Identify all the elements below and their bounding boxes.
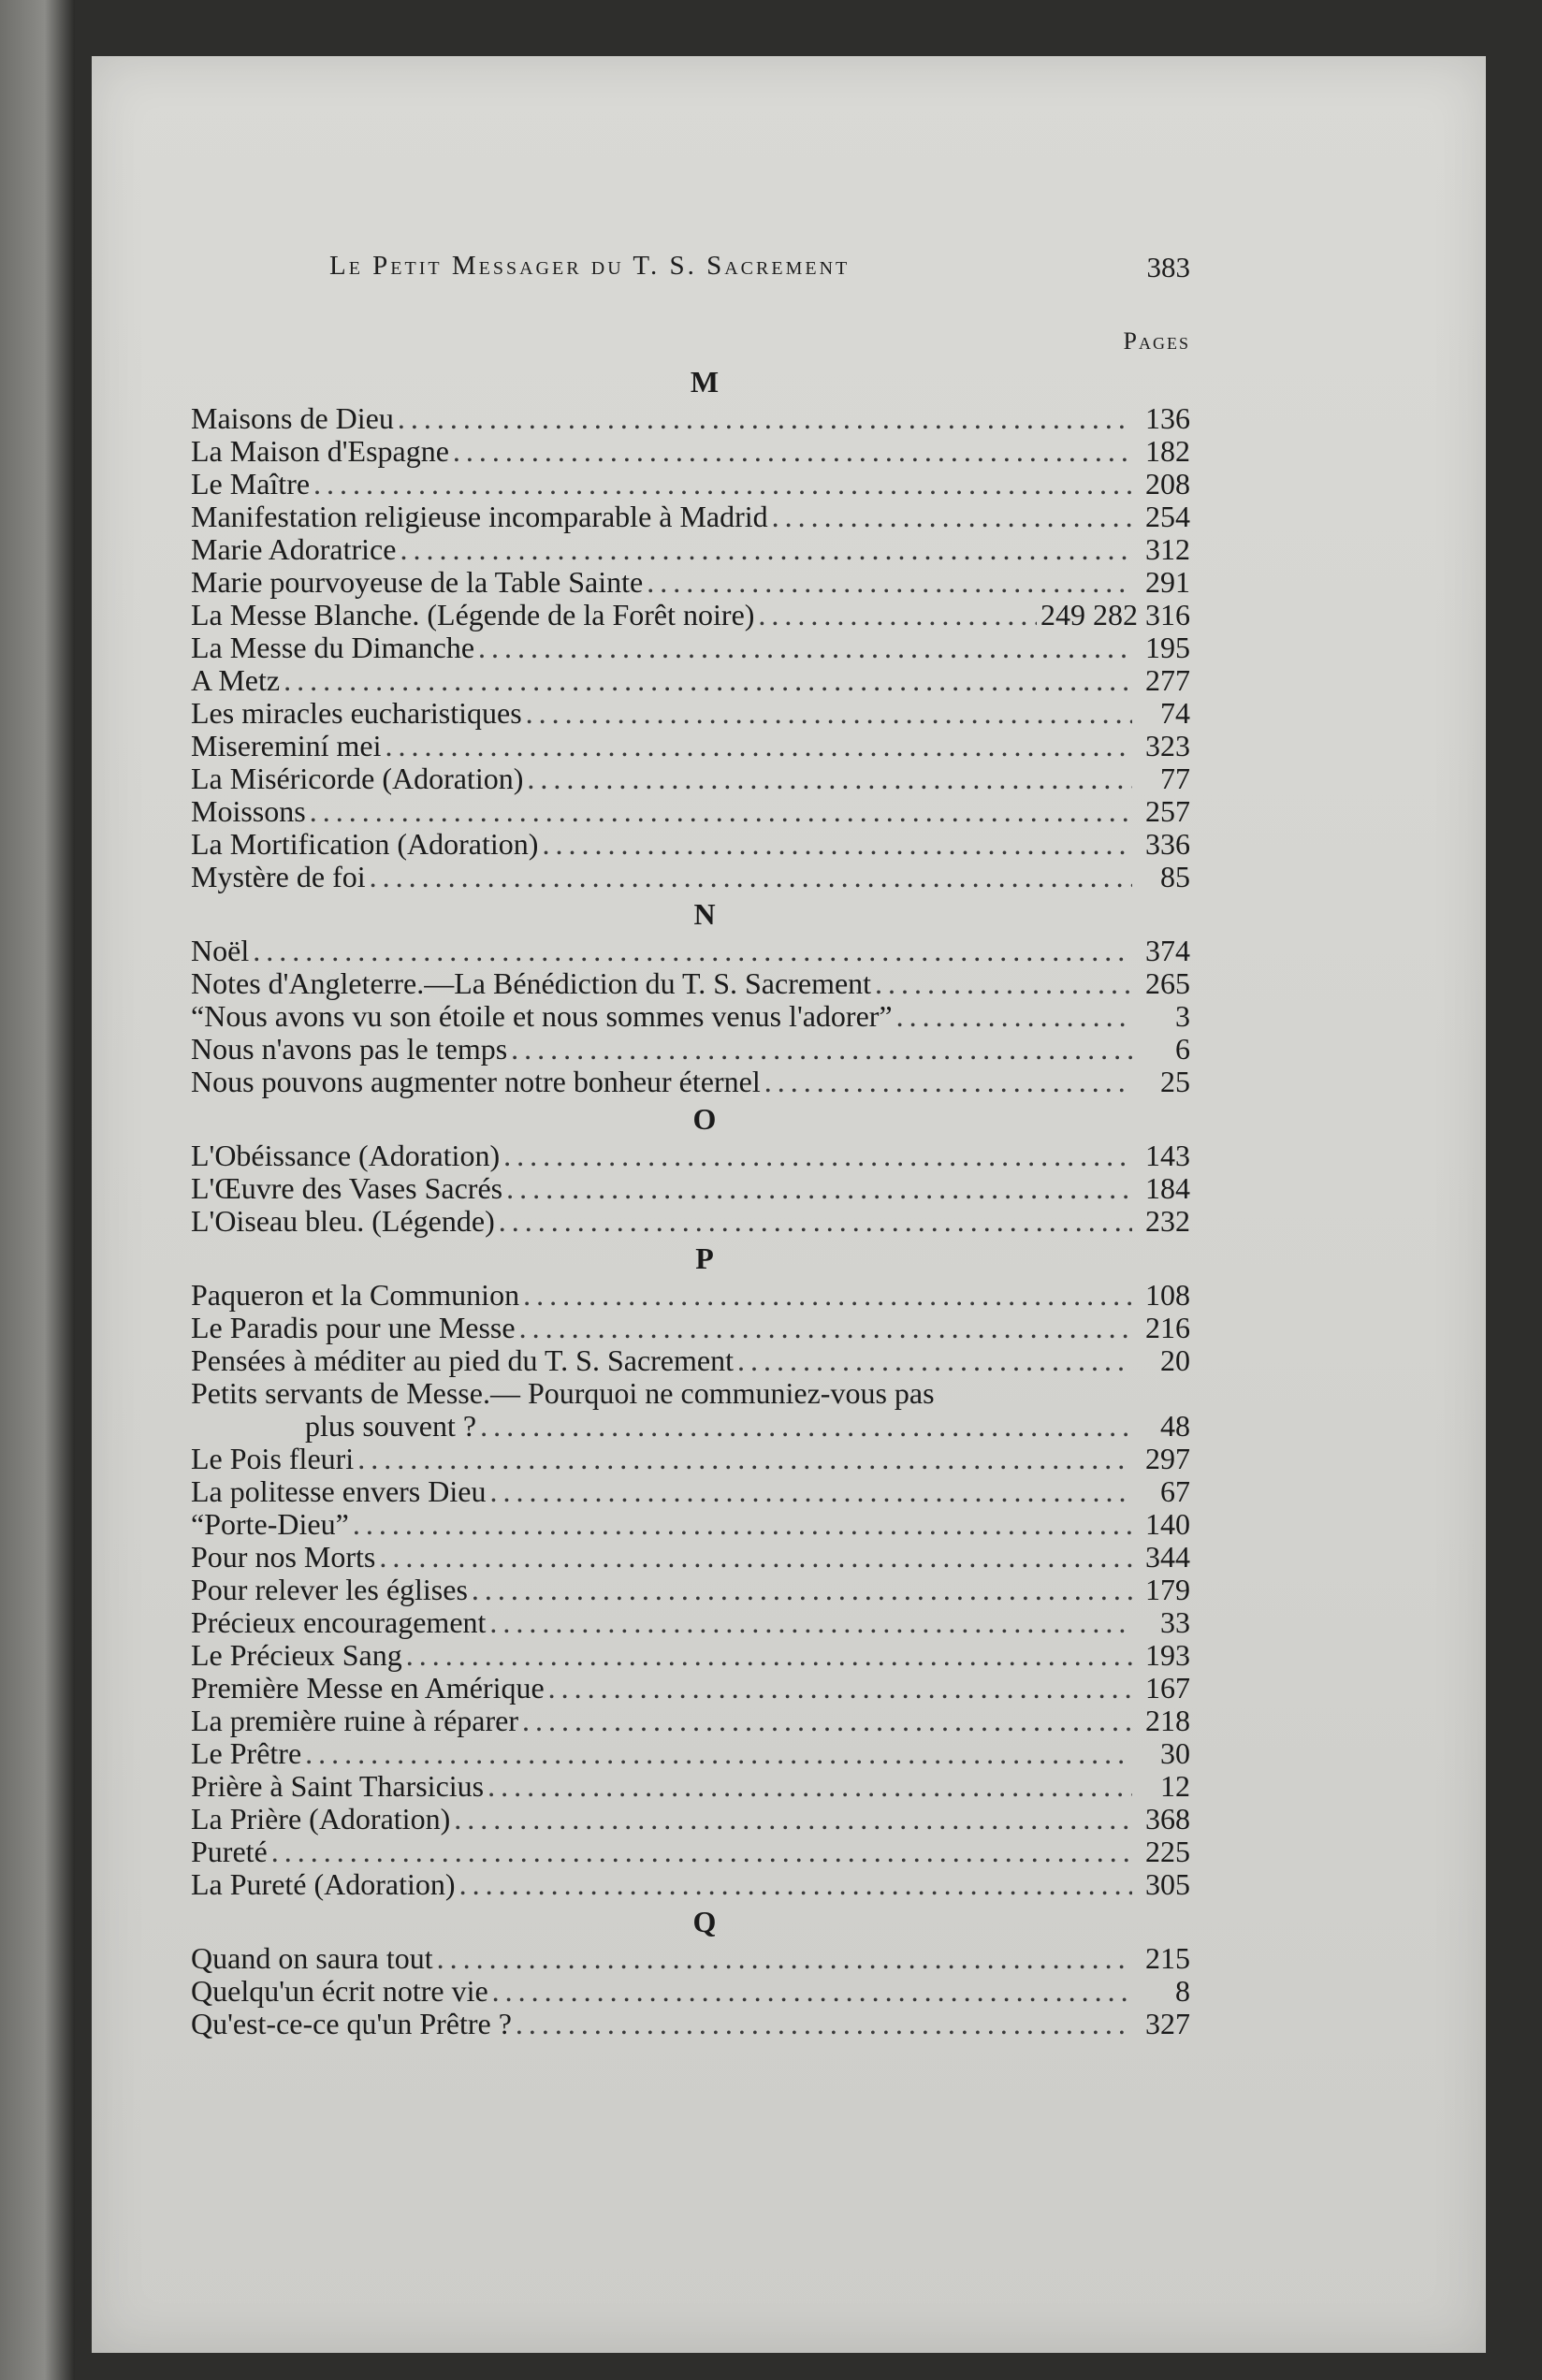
entry-page-numbers: 140 [1145, 1508, 1190, 1541]
entry-page-numbers: 195 [1145, 631, 1190, 664]
index-entry [191, 468, 1190, 501]
entry-title: La première ruine à réparer [191, 1705, 518, 1737]
dot-leader [764, 1066, 1132, 1098]
entry-title: “Nous avons vu son étoile et nous sommes venus l'adorer” [191, 1000, 893, 1033]
dot-leader [503, 1139, 1132, 1172]
index-entry [191, 664, 1190, 697]
entry-page-numbers: 216 [1145, 1312, 1190, 1344]
section-letter: N [693, 897, 716, 931]
dot-leader [386, 730, 1132, 762]
entry-page-numbers: 208 [1145, 468, 1190, 501]
dot-leader [548, 1672, 1132, 1705]
page-number: 383 [1146, 251, 1190, 283]
index-entry [191, 1279, 1190, 1312]
entry-page-numbers: 277 [1145, 664, 1190, 697]
index-entry [191, 533, 1190, 566]
dot-leader [875, 967, 1132, 1000]
index-entry [191, 861, 1190, 893]
entry-title: Mystère de foi [191, 861, 366, 893]
entry-page-numbers: 193 [1145, 1639, 1190, 1672]
index-entry [191, 1033, 1190, 1066]
entry-title: Le Prêtre [191, 1737, 302, 1770]
entry-title: Nous n'avons pas le temps [191, 1033, 508, 1066]
index-entry [191, 1508, 1190, 1541]
dot-leader [310, 795, 1132, 828]
entry-title: La Miséricorde (Adoration) [191, 762, 524, 795]
entry-page-numbers: 323 [1145, 730, 1190, 762]
entry-title: La Maison d'Espagne [191, 435, 449, 468]
entry-page-numbers: 108 [1145, 1279, 1190, 1312]
index-entry [191, 566, 1190, 599]
entry-page-numbers: 6 [1175, 1033, 1190, 1066]
index-entry [191, 967, 1190, 1000]
dot-leader [647, 566, 1132, 599]
entry-page-numbers: 67 [1160, 1475, 1190, 1508]
entry-title: plus souvent ? [305, 1410, 477, 1443]
entry-title: Prière à Saint Tharsicius [191, 1770, 485, 1803]
pages-column-label: Pages [1123, 327, 1190, 355]
entry-page-numbers: 257 [1145, 795, 1190, 828]
dot-leader [437, 1942, 1132, 1975]
dot-leader [542, 828, 1132, 861]
dot-leader [480, 1410, 1132, 1443]
section-letter: O [692, 1102, 717, 1136]
index-entry [191, 1541, 1190, 1574]
entry-title: La Prière (Adoration) [191, 1803, 451, 1836]
index-entry [191, 795, 1190, 828]
entry-title: Maisons de Dieu [191, 402, 394, 435]
dot-leader [379, 1541, 1132, 1574]
dot-leader [487, 1770, 1132, 1803]
dot-leader [519, 1312, 1132, 1344]
dot-leader [454, 1803, 1132, 1836]
dot-leader [737, 1344, 1132, 1377]
entry-title: Paqueron et la Communion [191, 1279, 520, 1312]
index-entry [191, 1410, 1190, 1443]
entry-page-numbers: 312 [1145, 533, 1190, 566]
index-entry [191, 599, 1190, 631]
index-entry [191, 1475, 1190, 1508]
dot-leader [772, 501, 1132, 533]
index-entry [191, 2008, 1190, 2040]
entry-title: Misereminí mei [191, 730, 382, 762]
entry-page-numbers: 232 [1145, 1205, 1190, 1238]
index-entry [191, 1868, 1190, 1901]
entry-page-numbers: 374 [1145, 935, 1190, 967]
entry-page-numbers: 136 [1145, 402, 1190, 435]
entry-title: A Metz [191, 664, 281, 697]
running-title: Le Petit Messager du T. S. Sacrement [329, 251, 851, 281]
dot-leader [499, 1205, 1132, 1238]
entry-page-numbers: 20 [1160, 1344, 1190, 1377]
entry-title: Les miracles eucharistiques [191, 697, 522, 730]
index-entry [191, 935, 1190, 967]
entry-page-numbers: 291 [1145, 566, 1190, 599]
dot-leader [271, 1836, 1132, 1868]
entry-page-numbers: 215 [1145, 1942, 1190, 1975]
entry-page-numbers: 3 [1175, 1000, 1190, 1033]
index-entry [191, 1205, 1190, 1238]
entry-page-numbers: 74 [1160, 697, 1190, 730]
index-entry [191, 1066, 1190, 1098]
index-entry [191, 1770, 1190, 1803]
section-letter: Q [692, 1905, 717, 1938]
entry-title: Noël [191, 935, 250, 967]
dot-leader [472, 1574, 1132, 1606]
dot-leader [406, 1639, 1132, 1672]
dot-leader [284, 664, 1132, 697]
index-entry [191, 1606, 1190, 1639]
dot-leader [313, 468, 1132, 501]
dot-leader [478, 631, 1132, 664]
dot-leader [398, 402, 1132, 435]
page-header [241, 251, 1190, 294]
entry-title: La Pureté (Adoration) [191, 1868, 456, 1901]
entry-title: Marie Adoratrice [191, 533, 397, 566]
entry-title: La politesse envers Dieu [191, 1475, 487, 1508]
alphabetical-index [191, 361, 1190, 2040]
entry-title: Notes d'Angleterre.—La Bénédiction du T. S. Sacrement [191, 967, 872, 1000]
entry-title: L'Oiseau bleu. (Légende) [191, 1205, 495, 1238]
dot-leader [506, 1172, 1132, 1205]
entry-page-numbers: 327 [1145, 2008, 1190, 2040]
dot-leader [459, 1868, 1132, 1901]
entry-title: L'Œuvre des Vases Sacrés [191, 1172, 503, 1205]
entry-page-numbers: 77 [1160, 762, 1190, 795]
index-entry [191, 1312, 1190, 1344]
index-entry [191, 631, 1190, 664]
entry-page-numbers: 25 [1160, 1066, 1190, 1098]
dot-leader [511, 1033, 1132, 1066]
entry-title: Première Messe en Amérique [191, 1672, 545, 1705]
index-entry-title-line: Petits servants de Messe.— Pourquoi ne communiez-vous pas [191, 1377, 935, 1410]
entry-page-numbers: 225 [1145, 1836, 1190, 1868]
dot-leader [253, 935, 1132, 967]
index-entry [191, 1639, 1190, 1672]
dot-leader [527, 762, 1132, 795]
entry-title: Quand on saura tout [191, 1942, 433, 1975]
dot-leader [400, 533, 1132, 566]
index-entry [191, 1803, 1190, 1836]
entry-page-numbers: 297 [1145, 1443, 1190, 1475]
dot-leader [353, 1508, 1132, 1541]
dot-leader [489, 1475, 1132, 1508]
entry-title: Le Maître [191, 468, 311, 501]
dot-leader [492, 1975, 1132, 2008]
index-entry [191, 1139, 1190, 1172]
entry-page-numbers: 8 [1175, 1975, 1190, 2008]
index-entry [191, 1000, 1190, 1033]
index-entry [191, 1672, 1190, 1705]
entry-title: L'Obéissance (Adoration) [191, 1139, 501, 1172]
index-entry [191, 1705, 1190, 1737]
dot-leader [758, 599, 1037, 631]
entry-title: Le Paradis pour une Messe [191, 1312, 516, 1344]
entry-title: La Messe Blanche. (Légende de la Forêt noire) [191, 599, 755, 631]
entry-page-numbers: 265 [1145, 967, 1190, 1000]
entry-title: Le Pois fleuri [191, 1443, 355, 1475]
index-entry [191, 730, 1190, 762]
entry-page-numbers: 368 [1145, 1803, 1190, 1836]
index-entry [191, 1975, 1190, 2008]
entry-title: La Messe du Dimanche [191, 631, 475, 664]
entry-title: Moissons [191, 795, 306, 828]
dot-leader [305, 1737, 1132, 1770]
dot-leader [357, 1443, 1132, 1475]
entry-title: Manifestation religieuse incomparable à Madrid [191, 501, 768, 533]
facing-page-edge [0, 0, 75, 2380]
dot-leader [526, 697, 1132, 730]
entry-page-numbers: 336 [1145, 828, 1190, 861]
section-letter: M [690, 365, 720, 399]
index-entry [191, 501, 1190, 533]
index-entry [191, 1172, 1190, 1205]
dot-leader [489, 1606, 1132, 1639]
dot-leader [523, 1279, 1132, 1312]
index-entry [191, 435, 1190, 468]
index-entry [191, 1344, 1190, 1377]
entry-title: Pureté [191, 1836, 268, 1868]
entry-title: Pensées à méditer au pied du T. S. Sacrement [191, 1344, 734, 1377]
index-entry [191, 1737, 1190, 1770]
entry-page-numbers: 167 [1145, 1672, 1190, 1705]
dot-leader [516, 2008, 1132, 2040]
entry-page-numbers: 344 [1145, 1541, 1190, 1574]
dot-leader [370, 861, 1132, 893]
entry-title: Pour nos Morts [191, 1541, 376, 1574]
entry-title: Nous pouvons augmenter notre bonheur éternel [191, 1066, 761, 1098]
index-entry [191, 402, 1190, 435]
entry-title: “Porte-Dieu” [191, 1508, 349, 1541]
entry-page-numbers: 254 [1145, 501, 1190, 533]
entry-page-numbers: 184 [1145, 1172, 1190, 1205]
index-entry [191, 1574, 1190, 1606]
entry-page-numbers: 12 [1160, 1770, 1190, 1803]
entry-page-numbers: 305 [1145, 1868, 1190, 1901]
dot-leader [453, 435, 1132, 468]
entry-page-numbers: 85 [1160, 861, 1190, 893]
index-entry [191, 697, 1190, 730]
entry-title: Précieux encouragement [191, 1606, 487, 1639]
entry-page-numbers: 218 [1145, 1705, 1190, 1737]
index-entry [191, 828, 1190, 861]
index-entry [191, 1942, 1190, 1975]
entry-title: Qu'est-ce-ce qu'un Prêtre ? [191, 2008, 512, 2040]
entry-title: Le Précieux Sang [191, 1639, 402, 1672]
dot-leader [522, 1705, 1132, 1737]
entry-page-numbers: 249 282 316 [1040, 599, 1190, 631]
index-entry [191, 1836, 1190, 1868]
index-entry [191, 762, 1190, 795]
entry-title: Quelqu'un écrit notre vie [191, 1975, 488, 2008]
entry-page-numbers: 179 [1145, 1574, 1190, 1606]
entry-page-numbers: 33 [1160, 1606, 1190, 1639]
entry-title: Pour relever les églises [191, 1574, 468, 1606]
dot-leader [896, 1000, 1132, 1033]
section-letter: P [695, 1241, 714, 1275]
entry-page-numbers: 30 [1160, 1737, 1190, 1770]
entry-page-numbers: 143 [1145, 1139, 1190, 1172]
entry-title: Marie pourvoyeuse de la Table Sainte [191, 566, 644, 599]
entry-page-numbers: 182 [1145, 435, 1190, 468]
index-entry [191, 1443, 1190, 1475]
entry-page-numbers: 48 [1160, 1410, 1190, 1443]
entry-title: La Mortification (Adoration) [191, 828, 539, 861]
